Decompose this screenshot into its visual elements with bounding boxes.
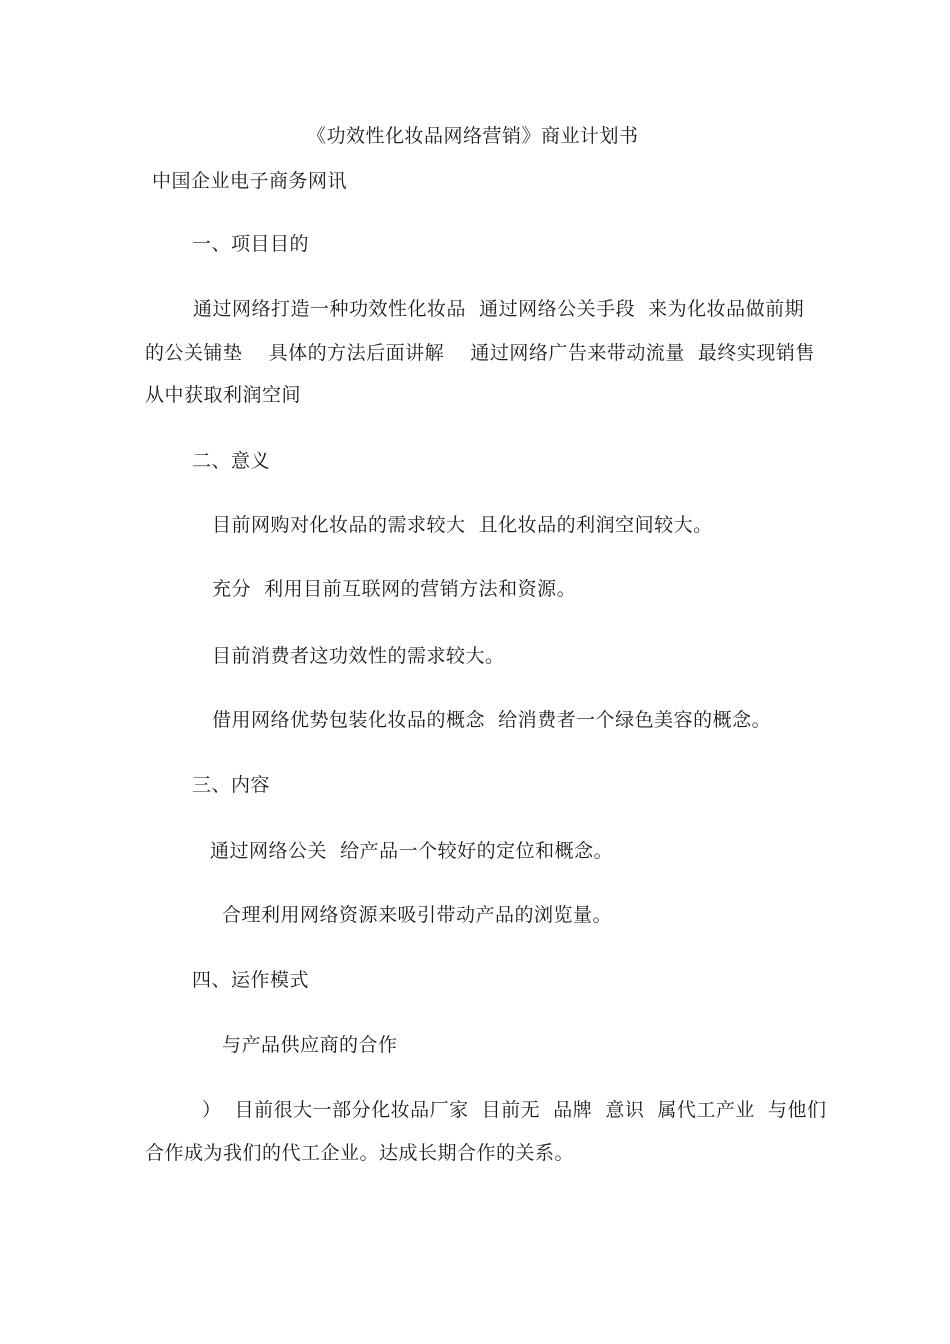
paragraph-line: 通过网络打造一种功效性化妆品 通过网络公关手段 来为化妆品做前期 <box>193 298 805 320</box>
paragraph-line: 与产品供应商的合作 <box>222 1034 398 1056</box>
paragraph-line: 合理利用网络资源来吸引带动产品的浏览量。 <box>222 904 613 926</box>
paragraph-line: 的公关铺垫 具体的方法后面讲解 通过网络广告来带动流量 最终实现销售 <box>145 342 815 364</box>
document-title: 《功效性化妆品网络营销》商业计划书 <box>307 125 639 147</box>
section-heading-operation-mode: 四、运作模式 <box>192 969 310 991</box>
paragraph-line: ） 目前很大一部分化妆品厂家 目前无 品牌 意识 属代工产业 与他们 <box>202 1099 827 1121</box>
paragraph-line: 目前网购对化妆品的需求较大 且化妆品的利润空间较大。 <box>212 514 713 536</box>
paragraph-line: 借用网络优势包装化妆品的概念 给消费者一个绿色美容的概念。 <box>212 709 772 731</box>
paragraph-line: 从中获取利润空间 <box>145 384 302 406</box>
paragraph-line: 充分 利用目前互联网的营销方法和资源。 <box>212 578 577 600</box>
section-heading-content: 三、内容 <box>192 774 271 796</box>
paragraph-line: 通过网络公关 给产品一个较好的定位和概念。 <box>210 840 614 862</box>
document-source: 中国企业电子商务网讯 <box>152 170 348 192</box>
paragraph-line: 合作成为我们的代工企业。达成长期合作的关系。 <box>145 1142 575 1164</box>
paragraph-line: 目前消费者这功效性的需求较大。 <box>212 645 505 667</box>
section-heading-purpose: 一、项目目的 <box>192 233 310 255</box>
section-heading-significance: 二、意义 <box>192 450 271 472</box>
